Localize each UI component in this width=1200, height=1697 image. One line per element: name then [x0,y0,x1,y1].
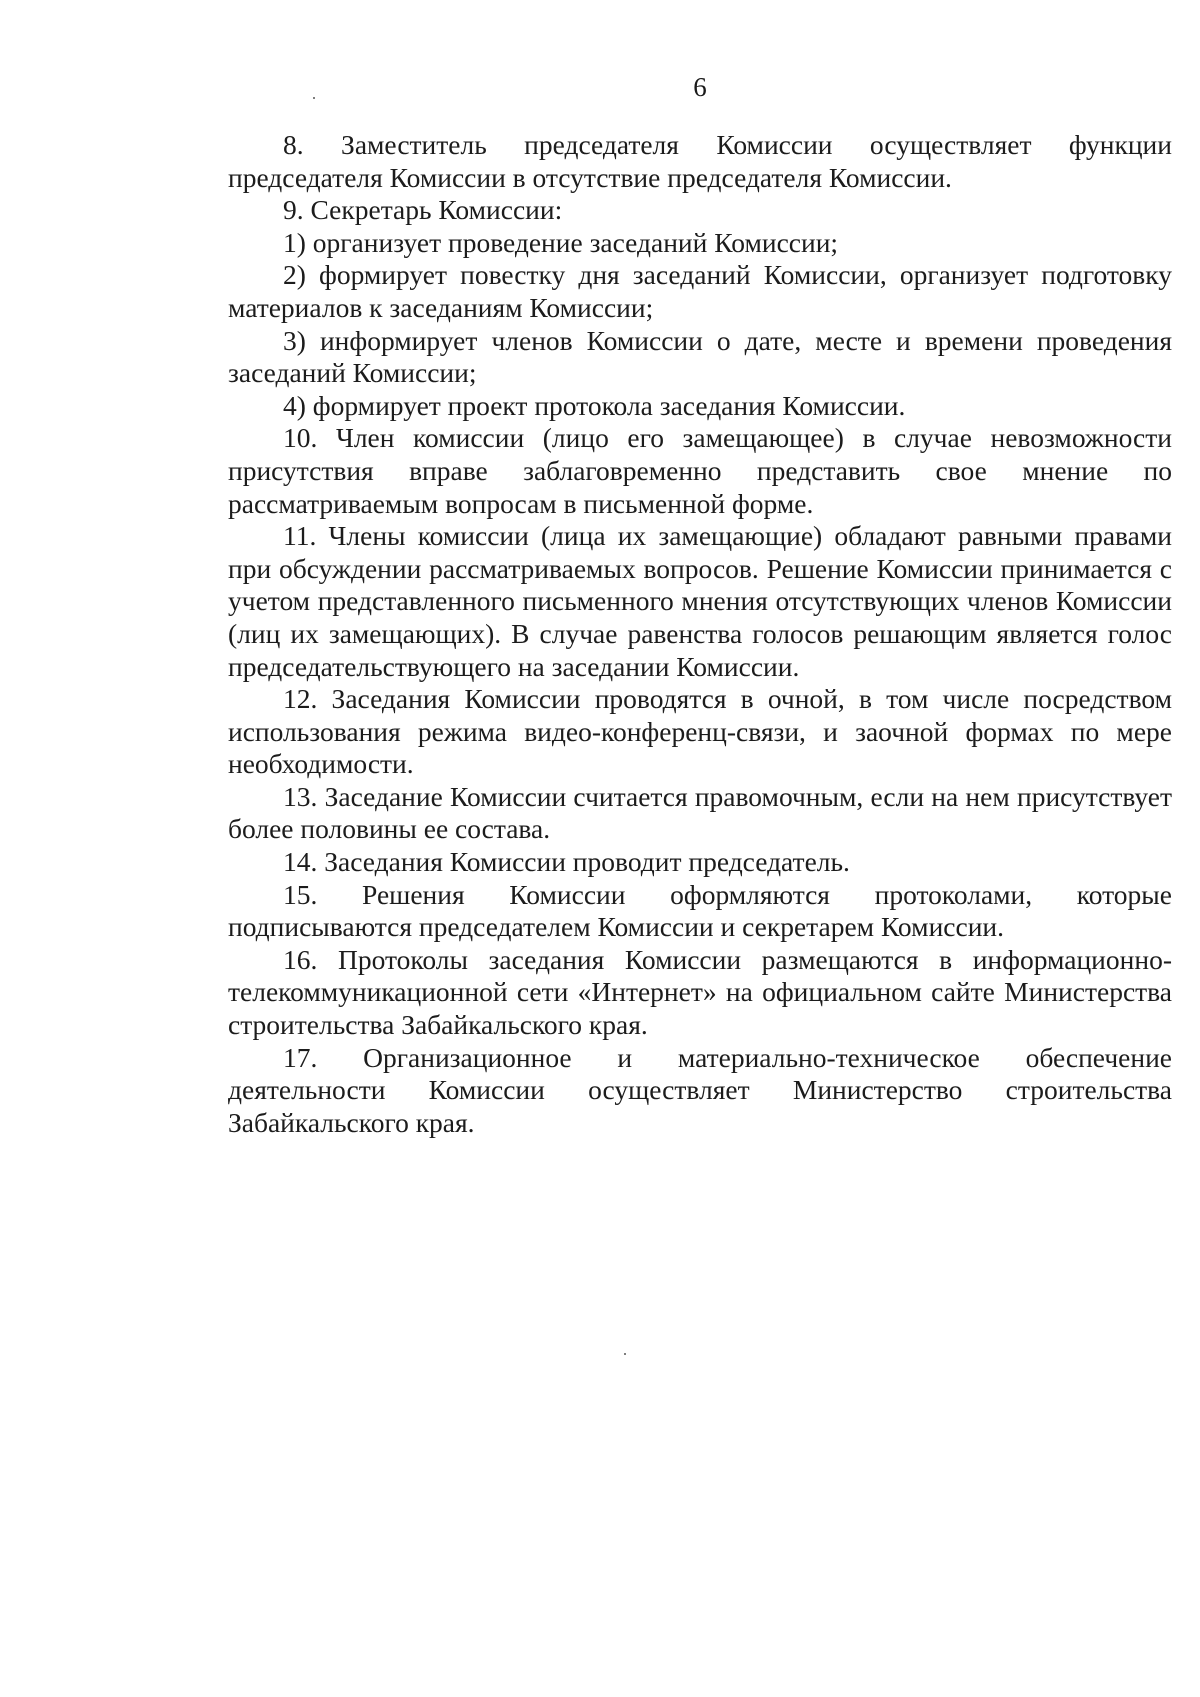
paragraph-14: 14. Заседания Комиссии проводит председатель. [283,846,850,878]
scan-speck [313,97,315,99]
page-number: 6 [693,72,707,102]
paragraph-15: 15. Решения Комиссии оформляются протоколами, которые подписываются председателем Комиссии и секретарем Комиссии. [228,878,1172,943]
paragraph-13: 13. Заседание Комиссии считается правомочным, если на нем присутствует более половины ее состава. [228,780,1172,845]
paragraph-8: 8. Заместитель председателя Комиссии осуществляет функции председателя Комиссии в отсутствие председателя Комиссии. [228,129,1172,193]
paragraph-9-item-1: 1) организует проведение заседаний Комиссии; [283,226,839,258]
paragraph-9: 9. Секретарь Комиссии: [283,194,563,226]
paragraph-17: 17. Организационное и материально-техническое обеспечение деятельности Комиссии осуществляет Министерство строительства Забайкальского края. [228,1041,1172,1138]
paragraph-9-item-4: 4) формирует проект протокола заседания Комиссии. [283,389,906,421]
paragraph-12: 12. Заседания Комиссии проводятся в очной, в том числе посредством использования режима видео-конференц-связи, и заочной формах по мере необходимости. [228,683,1172,780]
paragraph-10: 10. Член комиссии (лицо его замещающее) в случае невозможности присутствия вправе заблаговременно представить свое мнение по рассматриваемым вопросам в письменной форме. [228,422,1172,519]
document-body [228,129,1172,1139]
paragraph-11: 11. Члены комиссии (лица их замещающие) обладают равными правами при обсуждении рассматриваемых вопросов. Решение Комиссии принимается с учетом представленного письменного мнения отсутствующих членов Комиссии (лиц их замещающих). В случае равенства голосов решающим является голос председательствующего на заседании Комиссии. [228,520,1172,682]
paragraph-16: 16. Протоколы заседания Комиссии размещаются в информационно-телекоммуникационной сети «Интернет» на официальном сайте Министерства строительства Забайкальского края. [228,943,1172,1041]
paragraph-9-item-3: 3) информирует членов Комиссии о дате, месте и времени проведения заседаний Комиссии; [228,324,1172,389]
scan-speck [624,1353,626,1355]
paragraph-9-item-2: 2) формирует повестку дня заседаний Комиссии, организует подготовку материалов к заседаниям Комиссии; [228,259,1172,323]
